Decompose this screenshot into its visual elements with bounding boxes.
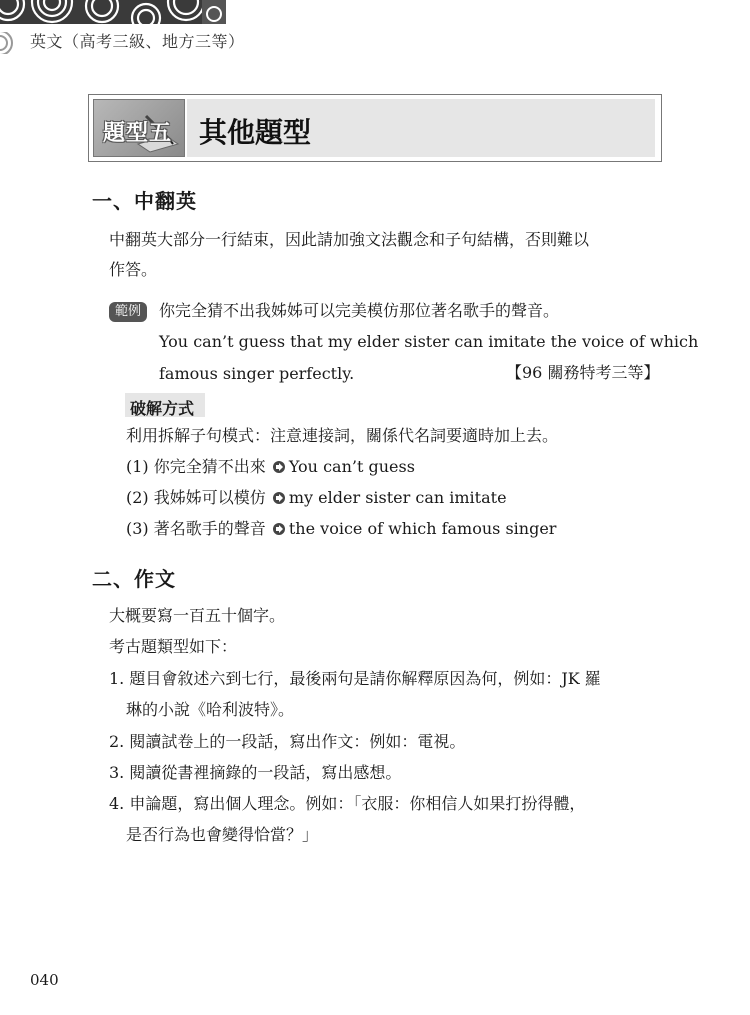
step-number: (2)	[126, 488, 149, 507]
arrow-right-icon	[273, 492, 285, 504]
list-item-continuation: 是否行為也會變得恰當？」	[126, 825, 319, 844]
list-item: 3. 閱讀從書裡摘錄的一段話，寫出感想。	[109, 763, 402, 782]
section2-line1: 大概要寫一百五十個字。	[109, 606, 286, 625]
step-row	[126, 490, 507, 506]
step-zh: 著名歌手的聲音	[153, 519, 266, 538]
banner-label-box	[93, 99, 185, 157]
step-number: (1)	[126, 457, 149, 476]
side-ring-icon	[0, 32, 14, 54]
step-zh: 你完全猜不出來	[153, 457, 266, 476]
banner-label: 題型五	[103, 121, 173, 146]
list-item: 2. 閱讀試卷上的一段話，寫出作文：例如：電視。	[109, 732, 466, 751]
step-zh: 我姊姊可以模仿	[153, 488, 266, 507]
section2-heading: 二、作文	[92, 567, 176, 591]
section1-intro-line2: 作答。	[109, 260, 158, 279]
step-en: my elder sister can imitate	[288, 488, 507, 507]
example-en-line1: You can’t guess that my elder sister can imitate the voice of which	[159, 332, 699, 351]
header-decoration	[0, 0, 226, 24]
step-en: the voice of which famous singer	[288, 519, 557, 538]
section-banner	[88, 94, 662, 162]
example-en-line2: famous singer perfectly.	[159, 364, 355, 383]
tip-label: 破解方式	[130, 399, 195, 418]
example-zh: 你完全猜不出我姊姊可以完美模仿那位著名歌手的聲音。	[159, 301, 560, 320]
list-item: 4. 申論題，寫出個人理念。例如：「衣服：你相信人如果打扮得體，	[109, 794, 586, 813]
banner-title-box	[187, 99, 655, 157]
page-number: 040	[30, 971, 59, 989]
step-row	[126, 521, 556, 537]
section2-line2: 考古題類型如下：	[109, 637, 238, 656]
arrow-right-icon	[273, 523, 285, 535]
example-badge: 範例	[109, 302, 147, 322]
rings-decoration-icon	[0, 0, 226, 24]
section1-intro-line1: 中翻英大部分一行結束，因此請加強文法觀念和子句結構，否則難以	[109, 230, 590, 249]
step-row	[126, 459, 415, 475]
tip-box	[125, 393, 205, 417]
running-header: 英文（高考三級、地方三等）	[30, 32, 245, 51]
tip-text: 利用拆解子句模式：注意連接詞，關係代名詞要適時加上去。	[126, 426, 559, 445]
arrow-right-icon	[273, 461, 285, 473]
step-number: (3)	[126, 519, 149, 538]
banner-title: 其他題型	[199, 116, 312, 149]
list-item: 1. 題目會敘述六到七行，最後兩句是請你解釋原因為何，例如：JK 羅	[109, 669, 601, 688]
list-item-continuation: 琳的小說《哈利波特》。	[126, 700, 295, 719]
step-en: You can’t guess	[288, 457, 415, 476]
example-source: 【96 關務特考三等】	[506, 363, 660, 382]
section1-heading: 一、中翻英	[92, 189, 197, 213]
